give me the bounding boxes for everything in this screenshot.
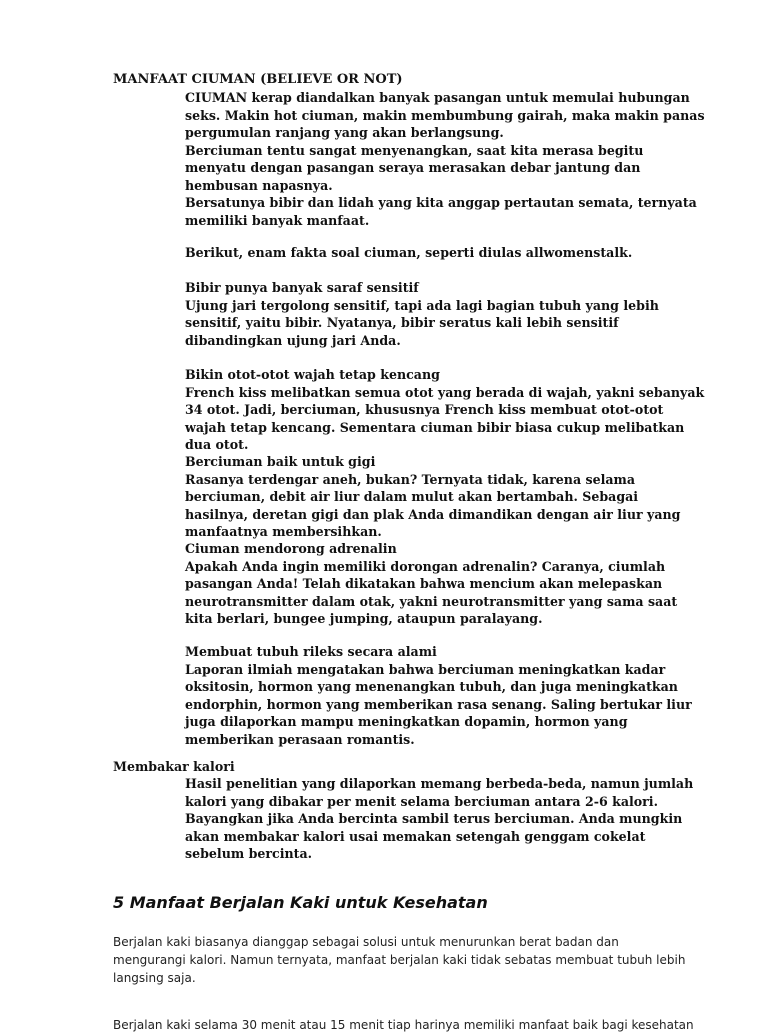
fact-body: Apakah Anda ingin memiliki dorongan adrenalin? Caranya, ciumlah pasangan Anda! Telah dikatakan bahwa mencium akan melepaskan neurotransmitter dalam otak, yakni neurotransmitter yang sama saat kita berlari, bungee jumping, ataupun paralayang.: [185, 558, 678, 626]
fact-4: [185, 540, 705, 628]
fact-1: [185, 279, 705, 349]
intro-paragraph-2: Berciuman tentu sangat menyenangkan, saat kita merasa begitu menyatu dengan pasangan seraya merasakan debar jantung dan hembusan napasnya.: [185, 142, 644, 193]
section-2-cut-line: Berjalan kaki selama 30 menit atau 15 menit tiap harinya memiliki manfaat baik bagi kesehatan: [113, 1018, 694, 1032]
fact-body: French kiss melibatkan semua otot yang berada di wajah, yakni sebanyak 34 otot. Jadi, berciuman, khususnya French kiss membuat otot-otot wajah tetap kencang. Sementara ciuman bibir biasa cukup melibatkan dua otot.: [185, 384, 705, 452]
intro-paragraph-3: Bersatunya bibir dan lidah yang kita anggap pertautan semata, ternyata memiliki banyak manfaat.: [185, 195, 697, 228]
section-2-body: Berjalan kaki biasanya dianggap sebagai solusi untuk menurunkan berat badan dan mengurangi kalori. Namun ternyata, manfaat berjalan kaki tidak sebatas membuat tubuh lebih langsing saja.: [113, 935, 686, 985]
page-title: MANFAAT CIUMAN (BELIEVE OR NOT): [113, 72, 403, 87]
fact-heading: Membuat tubuh rileks secara alami: [185, 644, 437, 659]
fact-heading: Berciuman baik untuk gigi: [185, 454, 376, 469]
lead-sentence: [185, 244, 705, 262]
calorie-body: Hasil penelitian yang dilaporkan memang berbeda-beda, namun jumlah kalori yang dibakar per menit selama berciuman antara 2-6 kalori. Bayangkan jika Anda bercinta sambil terus berciuman. Anda mungkin akan membakar kalori usai memakan setengah genggam cokelat sebelum bercinta.: [185, 776, 694, 861]
calorie-heading: Membakar kalori: [113, 759, 235, 774]
fact-heading: Bibir punya banyak saraf sensitif: [185, 280, 419, 295]
calorie-body-block: [185, 775, 705, 863]
intro-block: [185, 89, 705, 229]
fact-3: [185, 453, 705, 541]
fact-body: Ujung jari tergolong sensitif, tapi ada lagi bagian tubuh yang lebih sensitif, yaitu bibir. Nyatanya, bibir seratus kali lebih sensitif dibandingkan ujung jari Anda.: [185, 297, 659, 348]
intro-paragraph-1: CIUMAN kerap diandalkan banyak pasangan untuk memulai hubungan seks. Makin hot ciuman, makin membumbung gairah, maka makin panas pergumulan ranjang yang akan berlangsung.: [185, 90, 705, 140]
section-2-title: 5 Manfaat Berjalan Kaki untuk Kesehatan: [113, 893, 488, 912]
fact-5: [185, 643, 705, 748]
fact-heading: Ciuman mendorong adrenalin: [185, 541, 397, 556]
fact-body: Rasanya terdengar aneh, bukan? Ternyata tidak, karena selama berciuman, debit air liur dalam mulut akan bertambah. Sebagai hasilnya, deretan gigi dan plak Anda dimandikan dengan air liur yang manfaatnya membersihkan.: [185, 471, 681, 539]
lead-text: Berikut, enam fakta soal ciuman, seperti diulas allwomenstalk.: [185, 245, 633, 260]
fact-2: [185, 366, 705, 454]
fact-body: Laporan ilmiah mengatakan bahwa berciuman meningkatkan kadar oksitosin, hormon yang menenangkan tubuh, dan juga meningkatkan endorphin, hormon yang memberikan rasa senang. Saling bertukar liur juga dilaporkan mampu meningkatkan dopamin, hormon yang memberikan perasaan romantis.: [185, 661, 692, 747]
fact-heading: Bikin otot-otot wajah tetap kencang: [185, 367, 440, 382]
